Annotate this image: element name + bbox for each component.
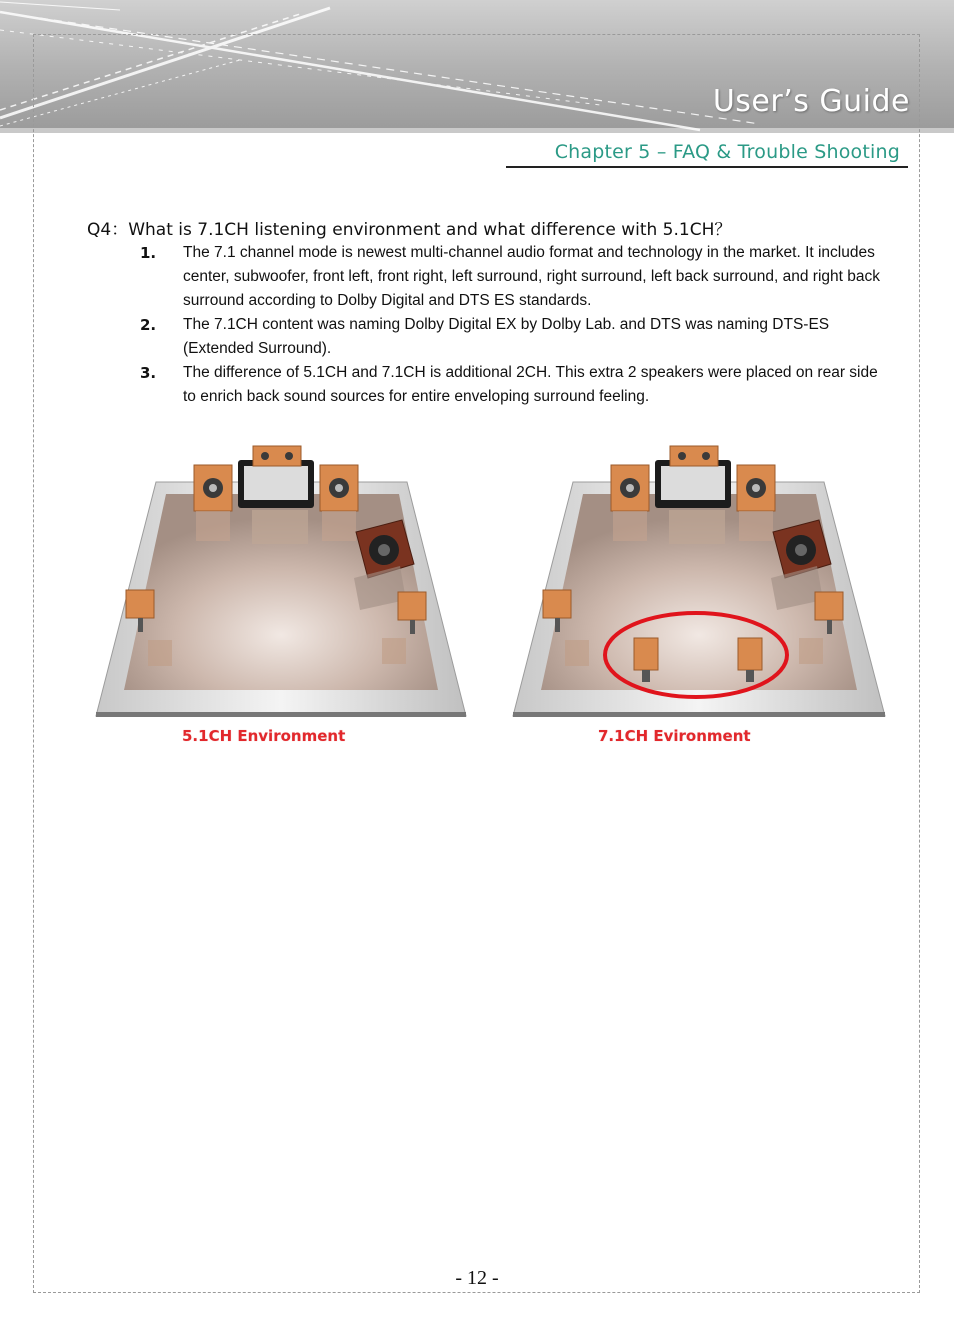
surround-right-speaker-icon [815, 592, 843, 620]
answer-text: The difference of 5.1CH and 7.1CH is additional 2CH. This extra 2 speakers were placed on rear side to enrich back sound sources for entire enveloping surround feeling. [183, 364, 878, 405]
figure-caption-5-1ch: 5.1CH Environment [182, 727, 346, 745]
page-number: - 12 - [455, 1267, 499, 1289]
answer-list [140, 241, 880, 409]
question-heading: Q4：What is 7.1CH listening environment and what difference with 5.1CH？ [87, 220, 732, 240]
figure-7-1ch [511, 440, 889, 724]
answer-item [140, 361, 880, 409]
answer-item [140, 313, 880, 361]
chapter-heading: Chapter 5 – FAQ & Trouble Shooting [506, 141, 908, 168]
back-right-speaker-icon [738, 638, 762, 670]
answer-text: The 7.1CH content was naming Dolby Digital EX by Dolby Lab. and DTS was naming DTS-ES (Extended Surround). [183, 316, 830, 357]
surround-right-speaker-icon [398, 592, 426, 620]
answer-text: The 7.1 channel mode is newest multi-channel audio format and technology in the market. It includes center, subwoofer, front left, front right, left surround, right surround, left back surround, and right back surround according to Dolby Digital and DTS ES standards. [183, 244, 881, 309]
figure-5-1ch [94, 440, 469, 724]
center-speaker-icon [253, 446, 301, 466]
answer-number: 1. [140, 244, 157, 262]
answer-number: 2. [140, 316, 157, 334]
center-speaker-icon [670, 446, 718, 466]
surround-left-speaker-icon [543, 590, 571, 618]
answer-item [140, 241, 880, 313]
back-left-speaker-icon [634, 638, 658, 670]
figure-caption-7-1ch: 7.1CH Evironment [598, 727, 751, 745]
room-diagram-5-1ch [94, 440, 469, 720]
guide-title: User’s Guide [712, 84, 910, 119]
room-diagram-7-1ch [511, 440, 889, 720]
surround-left-speaker-icon [126, 590, 154, 618]
answer-number: 3. [140, 364, 157, 382]
